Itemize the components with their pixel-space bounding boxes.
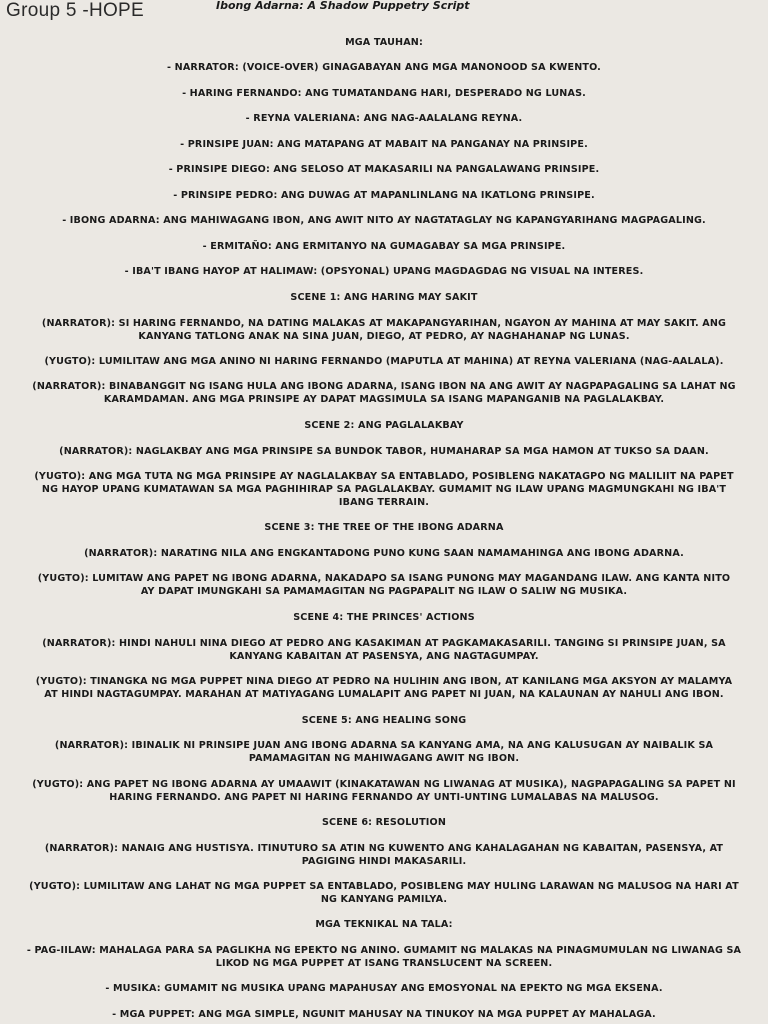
scene-2-yugto-line-1: (YUGTO): ANG MGA TUTA NG MGA PRINSIPE AY NAGLALAKBAY SA ENTABLADO, POSIBLENG NAKATAGPO NG MALILIIT NA PAPET bbox=[34, 471, 734, 482]
scene-5-yugto-line-2: HARING FERNANDO. ANG PAPET NI HARING FERNANDO AY UNTI-UNTING LUMALABAS NA MALUSOG. bbox=[109, 792, 659, 803]
scene-6-yugto-line-1: (YUGTO): LUMILITAW ANG LAHAT NG MGA PUPPET SA ENTABLADO, POSIBLENG MAY HULING LARAWAN NG MALUSOG NA HARI AT bbox=[29, 881, 739, 892]
scene-3-yugto-line-1: (YUGTO): LUMITAW ANG PAPET NG IBONG ADARNA, NAKADAPO SA ISANG PUNONG MAY MAGANDANG ILAW. ANG KANTA NITO bbox=[37, 573, 731, 584]
character-haring-fernando: - HARING FERNANDO: ANG TUMATANDANG HARI, DESPERADO NG LUNAS. bbox=[182, 88, 586, 99]
scene-2-yugto-line-2: NG HAYOP UPANG KUMATAWAN SA MGA PAGHIHIRAP SA PAGLALAKBAY. GUMAMIT NG ILAW UPANG MAGMUNGKAHI NG IBA'T bbox=[41, 484, 727, 495]
scene-1-yugto: (YUGTO): LUMILITAW ANG MGA ANINO NI HARING FERNANDO (MAPUTLA AT MAHINA) AT REYNA VALERIANA (NAG-AALALA). bbox=[44, 356, 724, 367]
character-reyna-valeriana: - REYNA VALERIANA: ANG NAG-AALALANG REYNA. bbox=[245, 113, 523, 124]
document-title: Ibong Adarna: A Shadow Puppetry Script bbox=[216, 0, 470, 12]
note-music: - MUSIKA: GUMAMIT NG MUSIKA UPANG MAPAHUSAY ANG EMOSYONAL NA EPEKTO NG MGA EKSENA. bbox=[105, 983, 663, 994]
note-lighting-line-2: LIKOD NG MGA PUPPET AT ISANG TRANSLUCENT NA SCREEN. bbox=[215, 958, 553, 969]
character-narrator: - NARRATOR: (VOICE-OVER) GINAGABAYAN ANG MGA MANONOOD SA KWENTO. bbox=[167, 62, 601, 73]
scene-1-narrator2-line-2: KARAMDAMAN. ANG MGA PRINSIPE AY DAPAT MAGSIMULA SA ISANG MAPANGANIB NA PAGLALAKBAY. bbox=[103, 394, 665, 405]
scene-6-narrator-line-1: (NARRATOR): NANAIG ANG HUSTISYA. ITINUTURO SA ATIN NG KUWENTO ANG KAHALAGAHAN NG KABAITAN, PASENSYA, AT bbox=[44, 843, 724, 854]
scene-6-narrator-line-2: PAGIGING HINDI MAKASARILI. bbox=[301, 856, 467, 867]
scene-4-yugto-line-1: (YUGTO): TINANGKA NG MGA PUPPET NINA DIEGO AT PEDRO NA HULIHIN ANG IBON, AT KANILANG MGA AKSYON AY MALAMYA bbox=[35, 676, 733, 687]
character-ermitano: - ERMITAÑO: ANG ERMITANYO NA GUMAGABAY SA MGA PRINSIPE. bbox=[202, 241, 566, 252]
technical-notes-heading: MGA TEKNIKAL NA TALA: bbox=[315, 919, 453, 930]
scene-2-narrator: (NARRATOR): NAGLAKBAY ANG MGA PRINSIPE SA BUNDOK TABOR, HUMAHARAP SA MGA HAMON AT TUKSO SA DAAN. bbox=[59, 446, 709, 457]
scene-2-heading: SCENE 2: ANG PAGLALAKBAY bbox=[304, 420, 464, 431]
scene-6-heading: SCENE 6: RESOLUTION bbox=[322, 817, 446, 828]
character-ibong-adarna: - IBONG ADARNA: ANG MAHIWAGANG IBON, ANG AWIT NITO AY NAGTATAGLAY NG KAPANGYARIHANG MAGPAGALING. bbox=[62, 215, 706, 226]
scene-4-yugto-line-2: AT HINDI NAGTAGUMPAY. MARAHAN AT MATIYAGANG LUMALAPIT ANG PAPET NI JUAN, NA KALAUNAN AY NAHULI ANG IBON. bbox=[44, 689, 724, 700]
scene-5-narrator-line-1: (NARRATOR): IBINALIK NI PRINSIPE JUAN ANG IBONG ADARNA SA KANYANG AMA, NA ANG KALUSUGAN AY NAIBALIK SA bbox=[54, 740, 714, 751]
scene-1-narrator2-line-1: (NARRATOR): BINABANGGIT NG ISANG HULA ANG IBONG ADARNA, ISANG IBON NA ANG AWIT AY NAGPAPAGALING SA LAHAT NG bbox=[32, 381, 736, 392]
scene-1-narrator-line-2: KANYANG TATLONG ANAK NA SINA JUAN, DIEGO, AT PEDRO, AY NAGHAHANAP NG LUNAS. bbox=[138, 331, 630, 342]
scene-3-heading: SCENE 3: THE TREE OF THE IBONG ADARNA bbox=[264, 522, 504, 533]
scene-2-yugto-line-3: IBANG TERRAIN. bbox=[338, 497, 430, 508]
character-prinsipe-juan: - PRINSIPE JUAN: ANG MATAPANG AT MABAIT NA PANGANAY NA PRINSIPE. bbox=[180, 139, 588, 150]
character-prinsipe-pedro: - PRINSIPE PEDRO: ANG DUWAG AT MAPANLINLANG NA IKATLONG PRINSIPE. bbox=[173, 190, 595, 201]
heading-characters: MGA TAUHAN: bbox=[345, 37, 423, 48]
scene-5-heading: SCENE 5: ANG HEALING SONG bbox=[301, 715, 467, 726]
group-label: Group 5 -HOPE bbox=[6, 0, 145, 21]
scene-3-narrator: (NARRATOR): NARATING NILA ANG ENGKANTADONG PUNO KUNG SAAN NAMAMAHINGA ANG IBONG ADARNA. bbox=[84, 548, 684, 559]
scene-1-narrator-line-1: (NARRATOR): SI HARING FERNANDO, NA DATING MALAKAS AT MAKAPANGYARIHAN, NGAYON AY MAHINA AT MAY SAKIT. ANG bbox=[41, 318, 727, 329]
scene-4-heading: SCENE 4: THE PRINCES' ACTIONS bbox=[293, 612, 475, 623]
scene-5-yugto-line-1: (YUGTO): ANG PAPET NG IBONG ADARNA AY UMAAWIT (KINAKATAWAN NG LIWANAG AT MUSIKA), NAGPAPAGALING SA PAPET NI bbox=[32, 779, 736, 790]
note-lighting-line-1: - PAG-IILAW: MAHALAGA PARA SA PAGLIKHA NG EPEKTO NG ANINO. GUMAMIT NG MALAKAS NA PINAGMUMULAN NG LIWANAG SA bbox=[26, 945, 742, 956]
note-puppets: - MGA PUPPET: ANG MGA SIMPLE, NGUNIT MAHUSAY NA TINUKOY NA MGA PUPPET AY MAHALAGA. bbox=[112, 1009, 656, 1020]
scene-5-narrator-line-2: PAMAMAGITAN NG MAHIWAGANG AWIT NG IBON. bbox=[248, 753, 520, 764]
scene-4-narrator-line-2: KANYANG KABAITAN AT PASENSYA, ANG NAGTAGUMPAY. bbox=[229, 651, 539, 662]
scene-1-heading: SCENE 1: ANG HARING MAY SAKIT bbox=[290, 292, 478, 303]
character-animals: - IBA'T IBANG HAYOP AT HALIMAW: (OPSYONAL) UPANG MAGDAGDAG NG VISUAL NA INTERES. bbox=[124, 266, 644, 277]
character-prinsipe-diego: - PRINSIPE DIEGO: ANG SELOSO AT MAKASARILI NA PANGALAWANG PRINSIPE. bbox=[168, 164, 600, 175]
scene-6-yugto-line-2: NG KANYANG PAMILYA. bbox=[320, 894, 448, 905]
scene-3-yugto-line-2: AY DAPAT IMUNGKAHI SA PAMAMAGITAN NG PAGPAPALIT NG ILAW O SALIW NG MUSIKA. bbox=[140, 586, 628, 597]
scene-4-narrator-line-1: (NARRATOR): HINDI NAHULI NINA DIEGO AT PEDRO ANG KASAKIMAN AT PAGKAMAKASARILI. TANGING SI PRINSIPE JUAN, SA bbox=[42, 638, 726, 649]
